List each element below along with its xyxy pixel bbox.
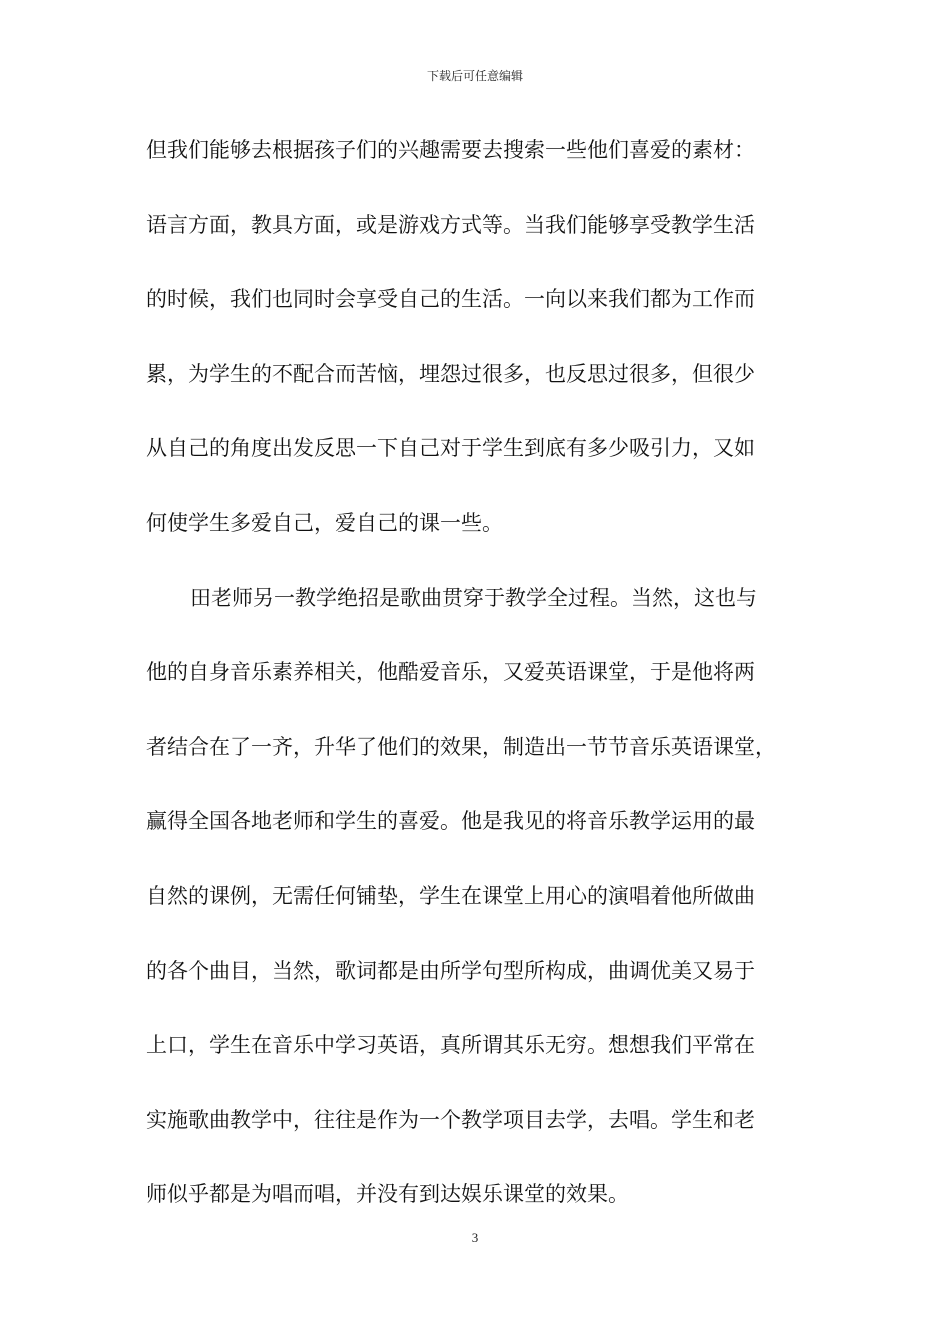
text-line: 他的自身音乐素养相关，他酷爱音乐，又爱英语课堂，于是他将两 — [146, 660, 755, 685]
page-header: 下载后可任意编辑 — [426, 69, 523, 83]
text-line: 上口，学生在音乐中学习英语，真所谓其乐无穷。想想我们平常在 — [146, 1033, 755, 1058]
text-line: 何使学生多爱自己，爱自己的课一些。 — [146, 510, 503, 535]
text-line: 师似乎都是为唱而唱，并没有到达娱乐课堂的效果。 — [146, 1182, 629, 1207]
text-line: 但我们能够去根据孩子们的兴趣需要去搜索一些他们喜爱的素材： — [146, 138, 755, 162]
text-line: 语言方面，教具方面，或是游戏方式等。当我们能够享受教学生活 — [146, 212, 755, 237]
body-text — [146, 130, 826, 1249]
text-line: 从自己的角度出发反思一下自己对于学生到底有多少吸引力，又如 — [146, 436, 755, 461]
text-line: 的各个曲目，当然，歌词都是由所学句型所构成，曲调优美又易于 — [146, 958, 755, 983]
text-line: 赢得全国各地老师和学生的喜爱。他是我见的将音乐教学运用的最 — [146, 809, 755, 834]
paragraph-start-line: 田老师另一教学绝招是歌曲贯穿于教学全过程。当然，这也与 — [190, 585, 757, 610]
text-line: 累，为学生的不配合而苦恼，埋怨过很多，也反思过很多，但很少 — [146, 361, 755, 386]
text-line: 的时候，我们也同时会享受自己的生活。一向以来我们都为工作而 — [146, 287, 755, 312]
text-line: 实施歌曲教学中，往往是作为一个教学项目去学，去唱。学生和老 — [146, 1107, 755, 1132]
page-number: 3 — [471, 1230, 479, 1245]
text-line: 自然的课例，无需任何铺垫，学生在课堂上用心的演唱着他所做曲 — [146, 883, 755, 908]
text-line: 者结合在了一齐，升华了他们的效果，制造出一节节音乐英语课堂， — [146, 734, 776, 759]
